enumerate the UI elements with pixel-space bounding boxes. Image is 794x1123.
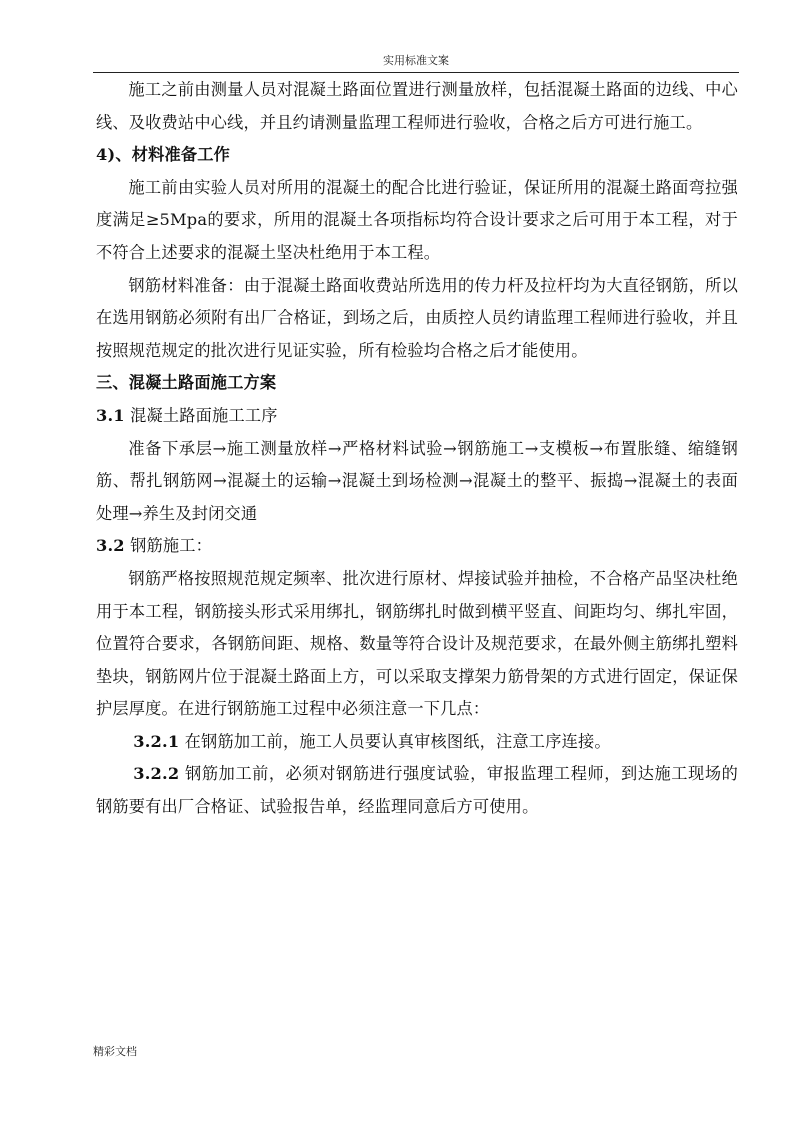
paragraph-rebar-requirements: 钢筋严格按照规范规定频率、批次进行原材、焊接试验并抽检，不合格产品坚决杜绝用于本工程，钢筋接头形式采用绑扎，钢筋绑扎时做到横平竖直、间距均匀、绑扎牢固，位置符合要求，各钢筋间距、规格、数量等符合设计及规范要求，在最外侧主筋绑扎塑料垫块，钢筋网片位于混凝土路面上方，可以采取支撑架力筋骨架的方式进行固定，保证保护层厚度。在进行钢筋施工过程中必须注意一下几点： [96, 568, 738, 719]
section-number: 3.1 [96, 405, 125, 425]
paragraph-strength-test [96, 758, 738, 823]
paragraph-rebar-material: 钢筋材料准备：由于混凝土路面收费站所选用的传力杆及拉杆均为大直径钢筋，所以在选用钢筋必须附有出厂合格证，到场之后，由质控人员约请监理工程师进行验收，并且按照规范规定的批次进行见证实验，所有检验均合格之后才能使用。 [96, 275, 738, 360]
paragraph-survey-layout: 施工之前由测量人员对混凝土路面位置进行测量放样，包括混凝土路面的边线、中心线、及收费站中心线，并且约请测量监理工程师进行验收，合格之后方可进行施工。 [96, 80, 738, 132]
subheading-rebar-construction [96, 530, 738, 563]
paragraph-concrete-mix: 施工前由实验人员对所用的混凝土的配合比进行验证，保证所用的混凝土路面弯拉强度满足≥5Mpa的要求，所用的混凝土各项指标均符合设计要求之后可用于本工程，对于不符合上述要求的混凝土坚决杜绝用于本工程。 [96, 177, 738, 262]
item-text: 在钢筋加工前，施工人员要认真审核图纸，注意工序连接。 [184, 731, 611, 751]
item-number: 3.2.2 [133, 764, 180, 784]
paragraph-process-flow: 准备下承层→施工测量放样→严格材料试验→钢筋施工→支模板→布置胀缝、缩缝钢筋、帮扎钢筋网→混凝土的运输→混凝土到场检测→混凝土的整平、振捣→混凝土的表面处理→养生及封闭交通 [96, 438, 738, 523]
subheading-construction-sequence [96, 400, 738, 433]
item-text: 钢筋加工前，必须对钢筋进行强度试验，审报监理工程师，到达施工现场的钢筋要有出厂合格证、试验报告单，经监理同意后方可使用。 [96, 764, 738, 817]
paragraph-drawing-review [96, 726, 738, 759]
item-number: 3.2.1 [133, 731, 180, 751]
section-title: 混凝土路面施工工序 [130, 405, 278, 425]
heading-material-preparation: 4)、材料准备工作 [96, 145, 231, 165]
section-title: 钢筋施工： [130, 536, 213, 556]
section-number: 3.2 [96, 536, 125, 556]
heading-construction-plan: 三、混凝土路面施工方案 [96, 373, 277, 393]
document-body [96, 74, 738, 824]
page-footer: 精彩文档 [93, 1045, 137, 1058]
page-header: 实用标准文案 [93, 54, 739, 73]
